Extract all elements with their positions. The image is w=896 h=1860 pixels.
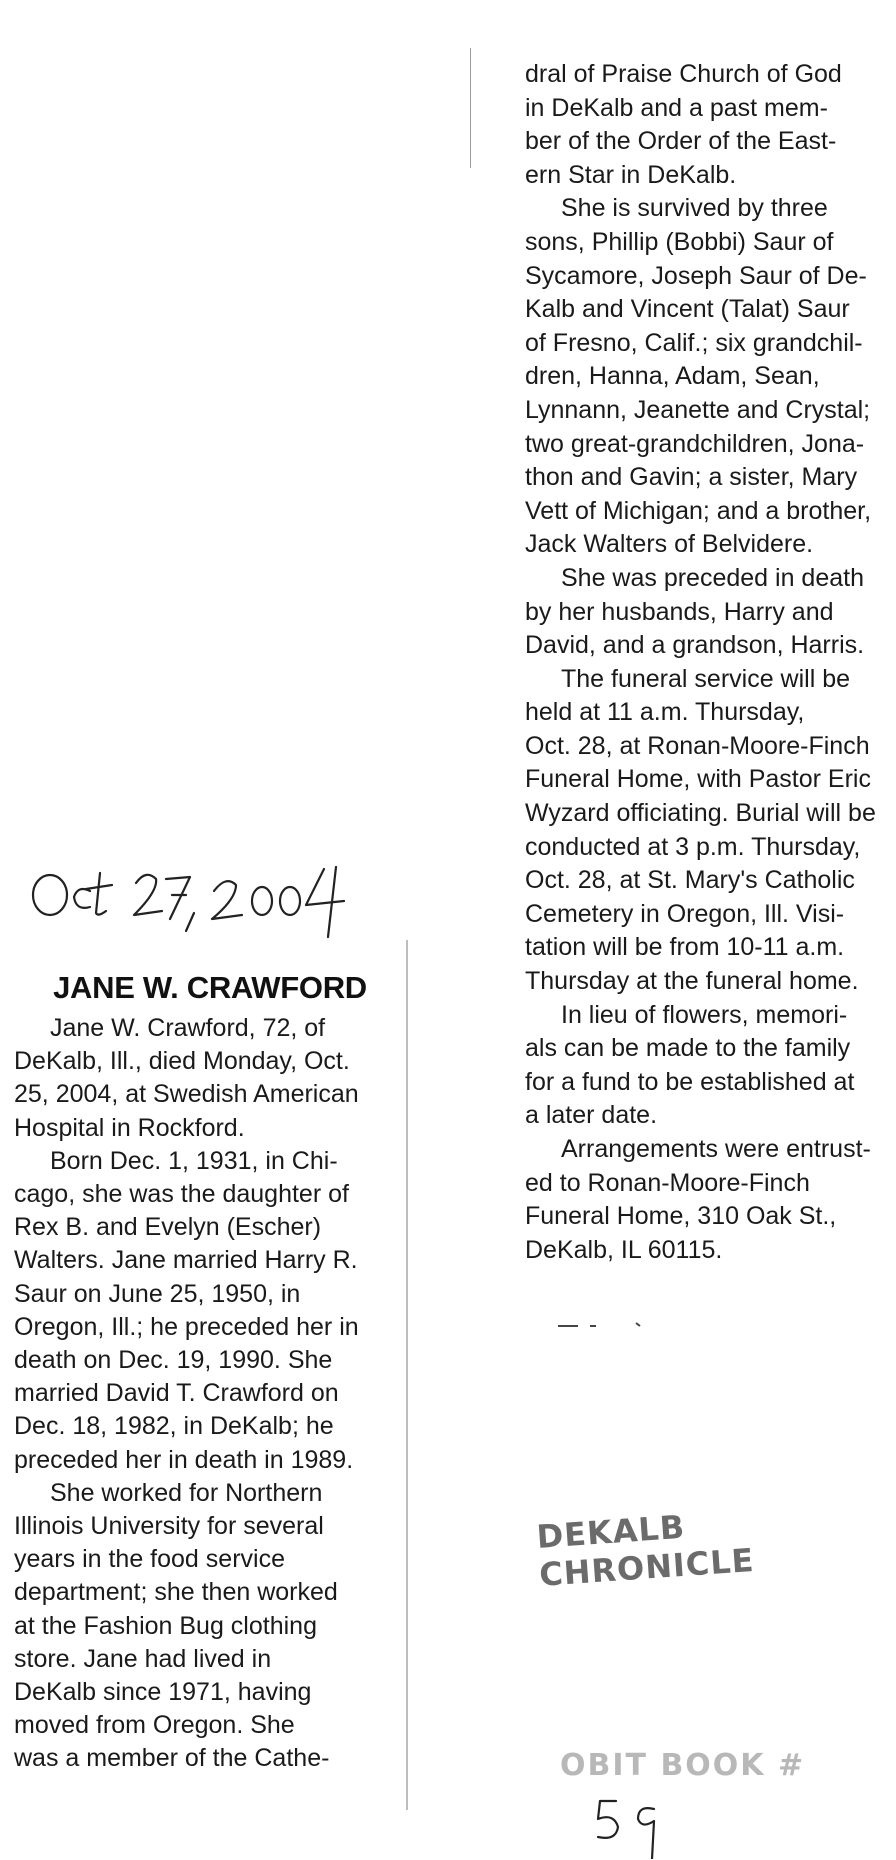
right-column-line: two great-grandchildren, Jona- <box>525 429 865 458</box>
right-column-line: David, and a grandson, Harris. <box>525 631 865 660</box>
right-column-text <box>525 58 896 1267</box>
obituary-headline: JANE W. CRAWFORD <box>53 970 367 1005</box>
left-column-line: married David T. Crawford on <box>14 1379 339 1408</box>
left-column-line: DeKalb since 1971, having <box>14 1678 312 1707</box>
right-column-line: thon and Gavin; a sister, Mary <box>525 463 858 492</box>
right-column-line: dren, Hanna, Adam, Sean, <box>525 362 820 391</box>
left-column-line: death on Dec. 19, 1990. She <box>14 1346 333 1375</box>
left-column-line: Dec. 18, 1982, in DeKalb; he <box>14 1412 334 1441</box>
right-column-line: She was preceded in death <box>561 563 864 592</box>
right-column-line: Oct. 28, at Ronan-Moore-Finch <box>525 731 870 760</box>
right-column-line: Sycamore, Joseph Saur of De- <box>525 261 867 290</box>
right-column-line: DeKalb, IL 60115. <box>525 1235 723 1264</box>
left-column-line: Jane W. Crawford, 72, of <box>50 1014 326 1042</box>
right-column-line: Arrangements were entrust- <box>561 1135 871 1163</box>
left-column-line: Illinois University for several <box>14 1512 324 1541</box>
right-column-line: Cemetery in Oregon, Ill. Visi- <box>525 899 845 928</box>
right-column-line: ern Star in DeKalb. <box>525 160 737 189</box>
right-column-line: tation will be from 10-11 a.m. <box>525 933 845 962</box>
right-column-line: held at 11 a.m. Thursday, <box>525 698 805 727</box>
right-column-line: Lynnann, Jeanette and Crystal; <box>525 395 871 424</box>
left-column-text <box>14 1012 406 1776</box>
column-rule-left <box>406 940 408 1810</box>
obit-book-stamp: OBIT BOOK # <box>560 1748 806 1783</box>
left-column-line: Walters. Jane married Harry R. <box>14 1246 358 1275</box>
left-column-line: Saur on June 25, 1950, in <box>14 1279 301 1308</box>
cut-off-text-fragment <box>556 1320 676 1328</box>
left-column-line: store. Jane had lived in <box>14 1644 272 1673</box>
right-column-line: ber of the Order of the East- <box>525 127 837 156</box>
left-column-line: moved from Oregon. She <box>14 1711 295 1740</box>
right-column-line: She is survived by three <box>561 194 828 223</box>
right-column-line: of Fresno, Calif.; six grandchil- <box>525 328 863 357</box>
right-column-line: Funeral Home, with Pastor Eric <box>525 765 871 794</box>
column-rule-top <box>470 48 471 168</box>
left-column-line: years in the food service <box>14 1545 285 1574</box>
right-column-line: for a fund to be established at <box>525 1067 855 1096</box>
left-column-line: 25, 2004, at Swedish American <box>14 1080 359 1109</box>
left-column-line: at the Fashion Bug clothing <box>14 1611 317 1640</box>
publication-stamp: DEKALB CHRONICLE <box>535 1507 756 1594</box>
right-column-line: a later date. <box>525 1101 658 1130</box>
right-column-line: ed to Ronan-Moore-Finch <box>525 1168 810 1197</box>
right-column-line: by her husbands, Harry and <box>525 597 834 626</box>
right-column-line: The funeral service will be <box>561 664 851 693</box>
right-column-line: in DeKalb and a past mem- <box>525 93 828 122</box>
left-column-line: Rex B. and Evelyn (Escher) <box>14 1213 322 1242</box>
left-column-line: Born Dec. 1, 1931, in Chi- <box>50 1146 338 1175</box>
right-column-line: conducted at 3 p.m. Thursday, <box>525 832 861 861</box>
right-column-line: Kalb and Vincent (Talat) Saur <box>525 295 850 324</box>
right-column-line: In lieu of flowers, memori- <box>561 1000 848 1029</box>
right-column-line: Vett of Michigan; and a brother, <box>525 496 872 525</box>
left-column-line: Hospital in Rockford. <box>14 1113 245 1142</box>
handwritten-date <box>28 855 368 940</box>
left-column-line: was a member of the Cathe- <box>14 1744 330 1773</box>
right-column-line: Wyzard officiating. Burial will be <box>525 799 876 828</box>
right-column-line: als can be made to the family <box>525 1034 851 1063</box>
left-column-line: department; she then worked <box>14 1578 338 1607</box>
right-column-line: sons, Phillip (Bobbi) Saur of <box>525 227 834 256</box>
right-column-line: Thursday at the funeral home. <box>525 967 859 996</box>
right-column-line: Funeral Home, 310 Oak St., <box>525 1202 837 1231</box>
left-column-line: She worked for Northern <box>50 1478 323 1507</box>
left-column-line: cago, she was the daughter of <box>14 1180 349 1209</box>
left-column-line: Oregon, Ill.; he preceded her in <box>14 1312 359 1341</box>
right-column-line: Oct. 28, at St. Mary's Catholic <box>525 866 855 895</box>
left-column-line: preceded her in death in 1989. <box>14 1445 354 1474</box>
right-column-line: dral of Praise Church of God <box>525 60 842 88</box>
handwritten-book-number <box>592 1795 702 1859</box>
right-column-line: Jack Walters of Belvidere. <box>525 530 814 559</box>
obituary-right-column <box>525 58 896 1267</box>
obituary-left-column <box>14 970 406 1776</box>
left-column-line: DeKalb, Ill., died Monday, Oct. <box>14 1047 350 1076</box>
